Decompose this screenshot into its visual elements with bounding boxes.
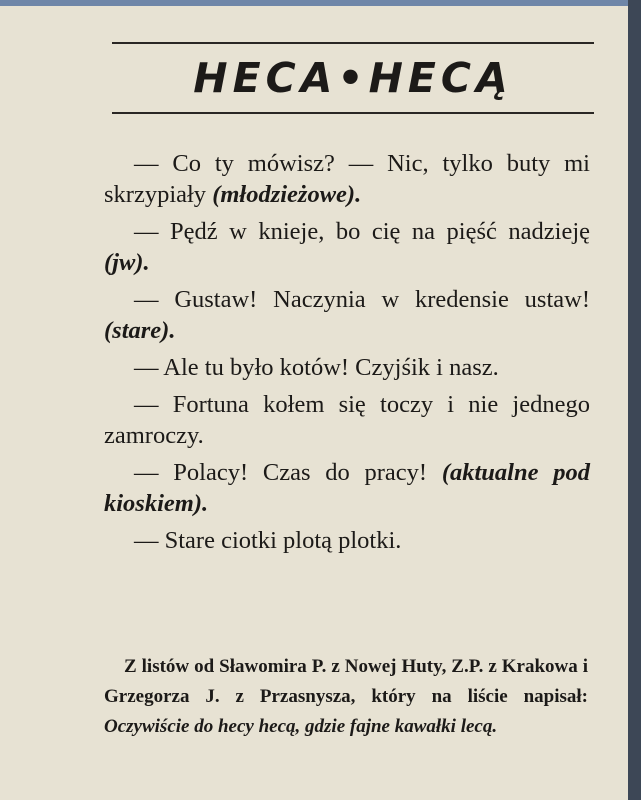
joke-6 [104,457,590,519]
credits-quote: Oczywiście do hecy hecą, gdzie fajne kawałki lecą. [104,716,498,737]
credits-text: Z listów od Sławomira P. z Nowej Huty, Z.P. z Krakowa i Grzegorza J. z Przasnysza, który na liście napisał: [104,656,588,707]
joke-text: — Ale tu było kotów! Czyjśik i nasz. [134,354,499,381]
joke-note: (aktualne pod kioskiem). [104,459,591,517]
joke-2 [104,216,590,278]
page-right-edge [628,0,641,800]
credits [104,652,588,742]
joke-text: — Stare ciotki plotą plotki. [134,527,402,554]
joke-note: (jw). [104,249,150,276]
headline-bottom-rule [112,112,594,114]
joke-note: (młodzieżowe). [212,181,362,208]
newspaper-clipping [0,6,628,800]
joke-5 [104,389,590,451]
headline-top-rule [112,42,594,44]
joke-4 [104,352,590,383]
joke-text: — Pędź w knieje, bo cię na pięść nadzieję [134,218,590,245]
joke-text: — Co ty mówisz? — Nic, tylko buty mi skrzypiały [104,150,590,208]
joke-note: (stare). [104,317,176,344]
joke-text: — Gustaw! Naczynia w kredensie ustaw! [134,286,590,313]
joke-text: — Fortuna kołem się toczy i nie jednego zamroczy. [104,391,590,449]
joke-7 [104,525,590,556]
jokes-column [104,148,590,562]
joke-text: — Polacy! Czas do pracy! [134,459,442,486]
joke-1 [104,148,590,210]
headline: HECA•HECĄ [193,54,513,102]
joke-3 [104,284,590,346]
